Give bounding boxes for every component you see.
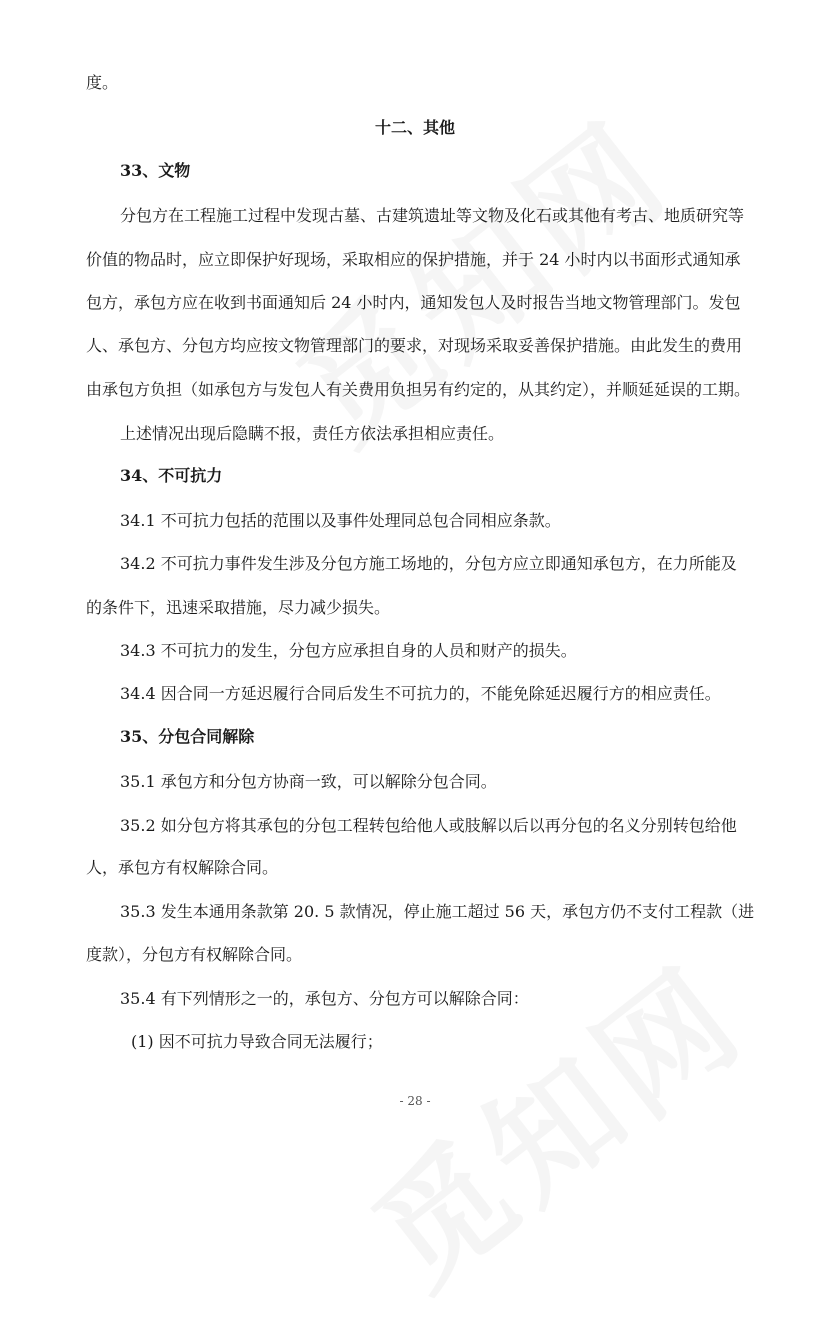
paragraph-line: 包方，承包方应在收到书面通知后 24 小时内，通知发包人及时报告当地文物管理部门。发包	[86, 293, 741, 312]
paragraph-line: 价值的物品时，应立即保护好现场，采取相应的保护措施，并于 24 小时内以书面形式通知承	[86, 250, 741, 269]
paragraph-line: 度款），分包方有权解除合同。	[86, 945, 303, 964]
page-number: - 28 -	[399, 1094, 431, 1108]
paragraph-line: 34.3 不可抗力的发生，分包方应承担自身的人员和财产的损失。	[120, 641, 577, 660]
clause-heading: 33、文物	[120, 161, 191, 180]
paragraph-line: 35.2 如分包方将其承包的分包工程转包给他人或肢解以后以再分包的名义分别转包给他	[120, 816, 737, 835]
paragraph-line: 由承包方负担（如承包方与发包人有关费用负担另有约定的，从其约定），并顺延延误的工期。	[86, 380, 751, 399]
paragraph-line: 35.3 发生本通用条款第 20. 5 款情况，停止施工超过 56 天，承包方仍不支付工程款（进	[120, 902, 755, 921]
clause-heading: 34、不可抗力	[120, 466, 223, 485]
watermark	[330, 916, 776, 1322]
clause-heading: 35、分包合同解除	[120, 727, 255, 746]
paragraph-line: 34.4 因合同一方延迟履行合同后发生不可抗力的，不能免除延迟履行方的相应责任。	[120, 684, 721, 703]
paragraph-line: 人、承包方、分包方均应按文物管理部门的要求，对现场采取妥善保护措施。由此发生的费用	[86, 336, 743, 355]
paragraph-line: 上述情况出现后隐瞒不报，责任方依法承担相应责任。	[120, 424, 505, 443]
paragraph-line: 的条件下，迅速采取措施，尽力减少损失。	[86, 598, 391, 617]
paragraph-line: 34.1 不可抗力包括的范围以及事件处理同总包合同相应条款。	[120, 511, 561, 530]
paragraph-line: 度。	[86, 73, 119, 92]
paragraph-line: 人，承包方有权解除合同。	[86, 858, 279, 877]
paragraph-line: 分包方在工程施工过程中发现古墓、古建筑遗址等文物及化石或其他有考古、地质研究等	[120, 206, 745, 225]
section-heading: 十二、其他	[374, 118, 455, 137]
paragraph-line: 34.2 不可抗力事件发生涉及分包方施工场地的，分包方应立即通知承包方，在力所能及	[120, 554, 737, 573]
paragraph-line: 35.4 有下列情形之一的，承包方、分包方可以解除合同：	[120, 989, 529, 1008]
paragraph-line: 35.1 承包方和分包方协商一致，可以解除分包合同。	[120, 772, 497, 791]
list-item: (1) 因不可抗力导致合同无法履行；	[131, 1032, 383, 1051]
